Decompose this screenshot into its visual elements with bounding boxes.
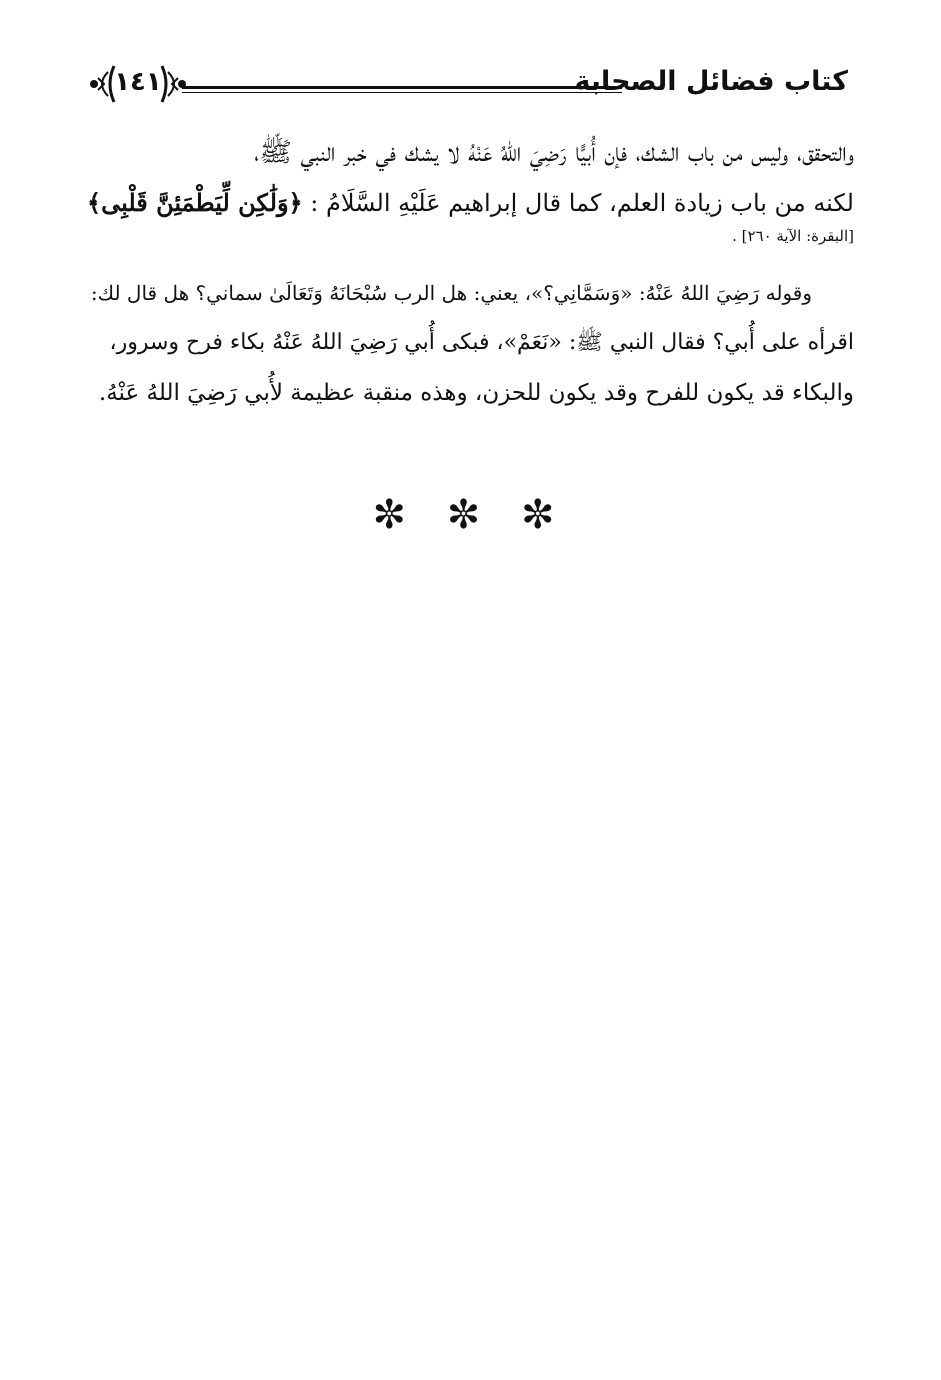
page-number: ١٤١	[114, 67, 162, 97]
header-rule	[182, 86, 622, 89]
paragraph-2-line-1: وقوله رَضِيَ اللهُ عَنْهُ: «وَسَمَّانِي؟»، يعني: هل الرب سُبْحَانَهُ وَتَعَالَىٰ سماني؟ هل قال لك:	[90, 281, 812, 305]
page-body	[84, 128, 854, 418]
quran-verse: ﴿وَلَٰكِن لِّيَطْمَئِنَّ قَلْبِى﴾	[87, 188, 303, 217]
section-separator: ✼ ✼ ✼	[372, 492, 569, 538]
verse-reference: [البقرة: الآية ٢٦٠] .	[732, 227, 854, 245]
page-header	[84, 58, 854, 110]
book-title: كتاب فضائل الصحابة	[574, 66, 848, 97]
paragraph-1-line-2	[84, 178, 854, 228]
paragraph-1-line-2-text: لكنه من باب زيادة العلم، كما قال إبراهيم عَلَيْهِ السَّلَامُ :	[310, 189, 854, 217]
paragraph-1-line-1: والتحقق، وليس من باب الشك، فإن أُبيًّا رَضِيَ اللهُ عَنْهُ لا يشك في خبر النبي ﷺ،	[254, 137, 854, 168]
header-rule-thin	[182, 92, 622, 93]
paragraph-2-line-2: اقرأه على أُبي؟ فقال النبي ﷺ: «نَعَمْ»، فبكى أُبي رَضِيَ اللهُ عَنْهُ بكاء فرح وسرور،	[109, 330, 854, 355]
paragraph-2-line-3: والبكاء قد يكون للفرح وقد يكون للحزن، وهذه منقبة عظيمة لأُبي رَضِيَ اللهُ عَنْهُ.	[98, 380, 854, 406]
page-number-ornament	[84, 58, 188, 110]
